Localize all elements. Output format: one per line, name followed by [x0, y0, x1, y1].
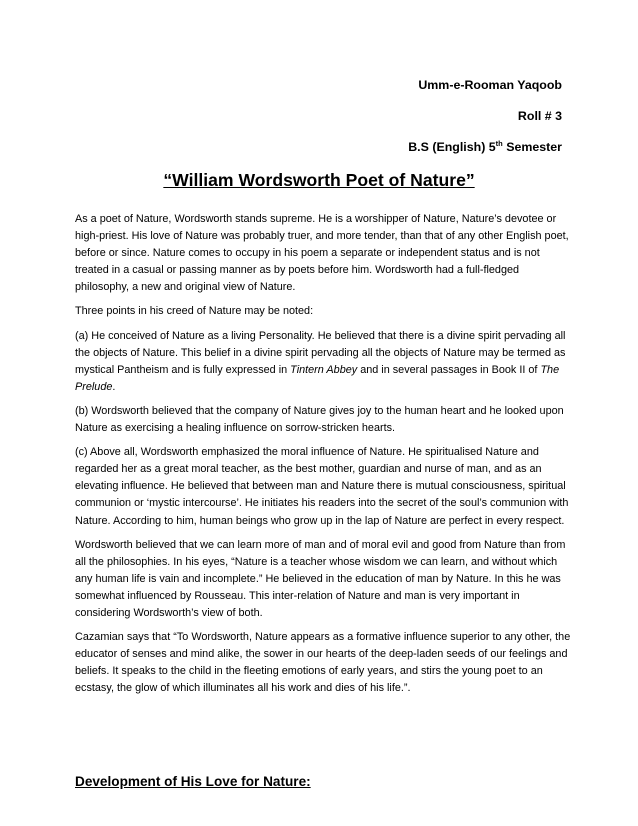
- essay-title: “William Wordsworth Poet of Nature”: [163, 170, 475, 190]
- paragraph-intro: As a poet of Nature, Wordsworth stands supreme. He is a worshipper of Nature, Nature’s devotee or high-priest. His love of Nature was probably truer, and more tender, than that of any other English poet, before or since. Nature comes to occupy in his poem a separate or independent status and is not treated in a casual or passing manner as by poets before him. Wordsworth had a full-fledged philosophy, a new and original view of Nature.: [75, 213, 569, 294]
- point-a-text-1: (a) He conceived of Nature as a living Personality. He believed that there is a divine spirit pervading all the objects of Nature. This belief in a divine spirit pervading all the objects of Nature may be termed as mystical Pantheism and is fully expressed in: [75, 329, 566, 376]
- section-heading: Development of His Love for Nature:: [75, 774, 311, 789]
- program-suffix: Semester: [502, 140, 562, 154]
- roll-number: Roll # 3: [517, 109, 562, 123]
- point-a-text-2: and in several passages in Book II of: [357, 363, 541, 376]
- paragraph-cazamian-quote: Cazamian says that “To Wordsworth, Nature appears as a formative influence superior to any other, the educator of senses and mind alike, the sower in our hearts of the deep-laden seeds of our feelings and beliefs. It speaks to the child in the fleeting emotions of early years, and stirs the young poet to an ecstasy, the glow of which illuminates all his work and dies of his life.”.: [75, 631, 571, 695]
- paragraph-three-points: Three points in his creed of Nature may be noted:: [75, 305, 314, 318]
- point-a-text-3: .: [112, 380, 116, 393]
- essay-body: [75, 211, 571, 703]
- prelude-title: The Prelude: [75, 363, 560, 393]
- paragraph-point-a: [75, 328, 571, 396]
- paragraph-point-b: (b) Wordsworth believed that the company of Nature gives joy to the human heart and he looked upon Nature as exercising a healing influence on sorrow-stricken hearts.: [75, 404, 564, 435]
- paragraph-moral-learning: Wordsworth believed that we can learn more of man and of moral evil and good from Nature than from all the philosophies. In his eyes, “Nature is a teacher whose wisdom we can learn, and without which any human life is vain and incomplete.” He believed in the education of man by Nature. In this he was somewhat influenced by Rousseau. This inter-relation of Nature and man is very important in considering Wordsworth’s view of both.: [75, 538, 566, 619]
- program-prefix: B.S (English) 5: [408, 140, 496, 154]
- program-semester: [408, 140, 562, 154]
- tintern-abbey-title: Tintern Abbey: [290, 363, 358, 376]
- paragraph-point-c: (c) Above all, Wordsworth emphasized the moral influence of Nature. He spiritualised Nature and regarded her as a great moral teacher, as the best mother, guardian and nurse of man, and as an elevating influence. He believed that between man and Nature there is mutual consciousness, spiritual communion or ‘mystic intercourse’. He initiates his readers into the secret of the soul’s communion with Nature. According to him, human beings who grow up in the lap of Nature are perfect in every respect.: [75, 446, 569, 527]
- program-superscript: th: [495, 139, 503, 148]
- author-name: Umm-e-Rooman Yaqoob: [418, 78, 562, 92]
